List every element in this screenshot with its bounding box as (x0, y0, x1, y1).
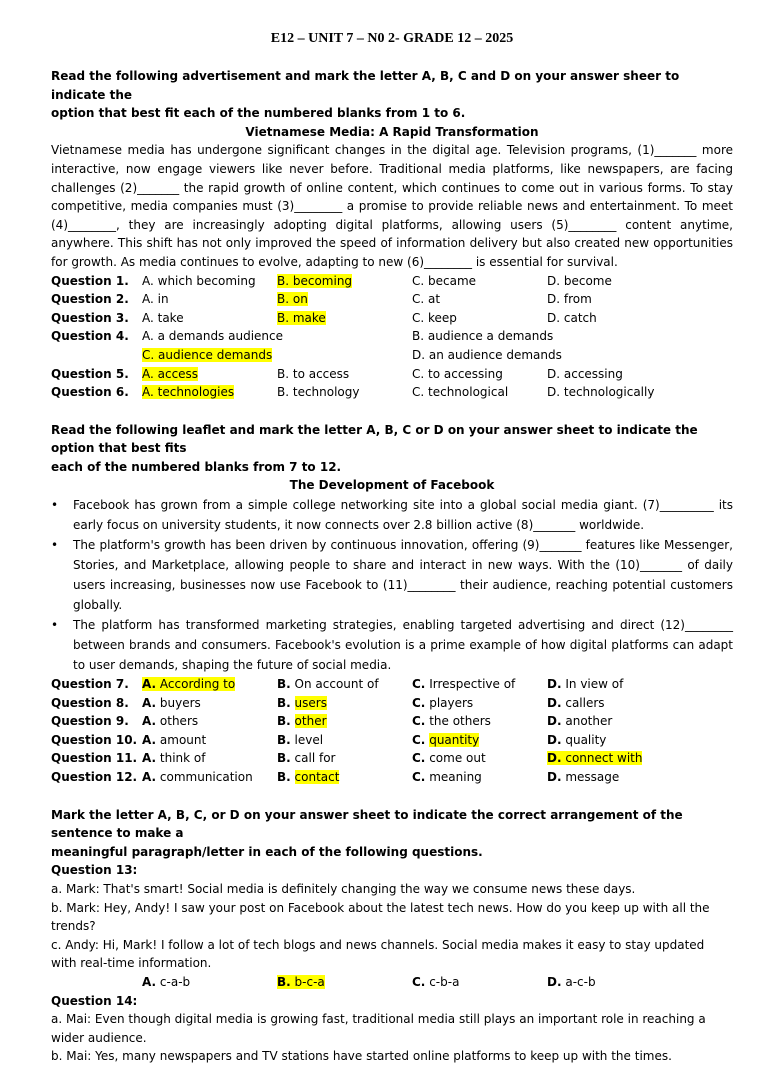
option-a[interactable]: A. amount (142, 732, 207, 747)
section3-instruction-line1: Mark the letter A, B, C, or D on your answer sheet to indicate the correct arrangement of the sentence to make a (51, 807, 683, 841)
option-b-answer[interactable]: B. on (277, 292, 308, 307)
option-d[interactable]: D. an audience demands (412, 347, 562, 362)
option-d[interactable]: D. another (547, 714, 613, 729)
question-label: Question 5. (51, 366, 129, 381)
option-b[interactable]: B. to access (277, 366, 350, 381)
option-d[interactable]: D. accessing (547, 366, 623, 381)
option-b-answer-text: other (294, 714, 327, 729)
bullet-text: Facebook has grown from a simple college networking site into a global social media giant. (7)_________ its early focus on university students, it now connects over 2.8 billion active (8)_______ worldwide. (73, 498, 733, 533)
worksheet-page (51, 30, 733, 1066)
bullet-icon: • (51, 538, 59, 553)
question-label: Question 1. (51, 273, 129, 288)
option-b-answer[interactable]: B. b-c-a (277, 974, 325, 989)
option-a[interactable]: A. think of (142, 751, 206, 766)
option-c[interactable]: C. the others (412, 714, 491, 729)
option-a-answer[interactable]: A. access (142, 366, 199, 381)
question-row (51, 309, 733, 328)
question-label: Question 8. (51, 695, 129, 710)
question-row-continued (51, 346, 733, 365)
option-d[interactable]: D. quality (547, 732, 607, 747)
option-d[interactable]: D. a-c-b (547, 974, 596, 989)
question-row (51, 290, 733, 309)
option-c[interactable]: C. technological (412, 385, 509, 400)
dialogue-line: b. Mark: Hey, Andy! I saw your post on Facebook about the latest tech news. How do you keep up with all the trends? (51, 900, 710, 934)
option-c-answer[interactable]: C. audience demands (142, 347, 273, 362)
question-row (51, 272, 733, 291)
option-d[interactable]: D. catch (547, 310, 597, 325)
option-a[interactable]: A. in (142, 292, 169, 307)
bullet-text: The platform's growth has been driven by continuous innovation, offering (9)_______ features like Messenger, Stories, and Marketplace, allowing people to share and interact in new ways. With the (10)_______ of daily users increasing, businesses now use Facebook to (11)________ their audience, reaching potential customers globally. (73, 538, 733, 613)
question-row (51, 768, 733, 787)
option-b[interactable]: B. level (277, 732, 324, 747)
question-label: Question 6. (51, 385, 129, 400)
section1-passage: Vietnamese media has undergone significant changes in the digital age. Television programs, (1)_______ more interactive, now engage viewers like never before. Traditional media platforms, like newspapers, are facing challenges (2)_______ the rapid growth of online content, which continues to come out in various forms. To stay competitive, media companies must (3)________ a promise to provide reliable news and entertainment. To meet (4)________, they are increasingly adopting digital platforms, allowing users (5)________ content anytime, anywhere. This shift has not only improved the speed of information delivery but also created new opportunities for growth. As media continues to evolve, adapting to new (6)________ is essential for survival. (51, 143, 733, 269)
section2-instruction-line2: each of the numbered blanks from 7 to 12. (51, 459, 342, 474)
option-a[interactable]: A. communication (142, 770, 253, 785)
option-a[interactable]: A. others (142, 714, 199, 729)
option-b-answer-text: users (294, 695, 327, 710)
section3-instruction-line2: meaningful paragraph/letter in each of the following questions. (51, 844, 483, 859)
question-row (51, 383, 733, 402)
option-c[interactable]: C. keep (412, 310, 457, 325)
option-a[interactable]: A. c-a-b (142, 974, 191, 989)
option-b[interactable]: B. On account of (277, 677, 379, 692)
option-d-answer[interactable]: D. connect with (547, 751, 643, 766)
option-b-answer[interactable]: B. make (277, 310, 326, 325)
list-item (51, 615, 733, 675)
option-b[interactable]: B. call for (277, 751, 336, 766)
question-row (51, 327, 733, 346)
question-row (51, 675, 733, 694)
option-b-answer-text: contact (294, 770, 340, 785)
option-d[interactable]: D. In view of (547, 677, 624, 692)
option-c[interactable]: C. became (412, 273, 477, 288)
option-d[interactable]: D. technologically (547, 385, 655, 400)
question-14-label: Question 14: (51, 993, 138, 1008)
option-a[interactable]: A. which becoming (142, 273, 256, 288)
question-row (51, 694, 733, 713)
question-row (51, 365, 733, 384)
option-a[interactable]: A. buyers (142, 695, 201, 710)
question-label: Question 9. (51, 714, 129, 729)
section2-heading: The Development of Facebook (289, 478, 495, 493)
option-a[interactable]: A. take (142, 310, 184, 325)
section1-instruction-line2: option that best fit each of the numbered blanks from 1 to 6. (51, 106, 466, 121)
option-c[interactable]: C. meaning (412, 770, 482, 785)
option-b[interactable]: B. technology (277, 385, 360, 400)
option-c[interactable]: C. players (412, 695, 474, 710)
question-label: Question 12. (51, 770, 138, 785)
bullet-text: The platform has transformed marketing strategies, enabling targeted advertising and direct (12)________ between brands and consumers. Facebook's evolution is a prime example of how digital platforms can adapt to user demands, shaping the future of social media. (73, 618, 733, 673)
option-b[interactable]: B. other (277, 714, 327, 729)
option-b[interactable]: B. users (277, 695, 327, 710)
question-row (51, 749, 733, 768)
dialogue-line: b. Mai: Yes, many newspapers and TV stations have started online platforms to keep up with the times. (51, 1049, 672, 1064)
question-row (51, 712, 733, 731)
page-title: E12 – UNIT 7 – N0 2- GRADE 12 – 2025 (270, 31, 514, 46)
option-c[interactable]: C. quantity (412, 732, 480, 747)
question-row (51, 731, 733, 750)
list-item (51, 535, 733, 615)
option-c[interactable]: C. c-b-a (412, 974, 460, 989)
option-d[interactable]: D. message (547, 770, 620, 785)
question-13-options (51, 973, 733, 992)
bullet-icon: • (51, 498, 59, 513)
section1-instruction-line1: Read the following advertisement and mark the letter A, B, C and D on your answer sheer to indicate the (51, 69, 680, 102)
question-label: Question 2. (51, 292, 129, 307)
option-a-answer[interactable]: A. According to (142, 677, 236, 692)
question-label: Question 3. (51, 310, 129, 325)
bullet-icon: • (51, 618, 59, 633)
question-label: Question 4. (51, 329, 129, 344)
option-c[interactable]: C. come out (412, 751, 486, 766)
dialogue-line: a. Mark: That's smart! Social media is definitely changing the way we consume news these days. (51, 882, 636, 896)
option-b-answer[interactable]: B. becoming (277, 273, 353, 288)
dialogue-line: a. Mai: Even though digital media is growing fast, traditional media still plays an important role in reaching a wider audience. (51, 1012, 706, 1045)
question-label: Question 10. (51, 732, 138, 747)
option-c[interactable]: C. to accessing (412, 366, 503, 381)
option-b[interactable]: B. audience a demands (412, 329, 554, 344)
option-d[interactable]: D. callers (547, 695, 605, 710)
option-c-answer-text: quantity (429, 732, 480, 747)
question-label: Question 7. (51, 677, 129, 692)
option-d[interactable]: D. become (547, 273, 612, 288)
section1-heading: Vietnamese Media: A Rapid Transformation (245, 124, 539, 139)
dialogue-line: c. Andy: Hi, Mark! I follow a lot of tech blogs and news channels. Social media makes it easy to stay updated with real-time information. (51, 937, 705, 971)
question-13-label: Question 13: (51, 863, 138, 878)
option-c[interactable]: C. Irrespective of (412, 677, 516, 692)
leaflet-bullets (51, 495, 733, 675)
option-b[interactable]: B. contact (277, 770, 340, 785)
list-item (51, 495, 733, 535)
option-a[interactable]: A. a demands audience (142, 329, 284, 344)
option-a-answer[interactable]: A. technologies (142, 385, 235, 400)
question-label: Question 11. (51, 751, 138, 766)
option-d[interactable]: D. from (547, 292, 592, 307)
option-c[interactable]: C. at (412, 292, 441, 307)
section2-instruction-line1: Read the following leaflet and mark the letter A, B, C or D on your answer sheet to indicate the option that best fits (51, 422, 698, 456)
